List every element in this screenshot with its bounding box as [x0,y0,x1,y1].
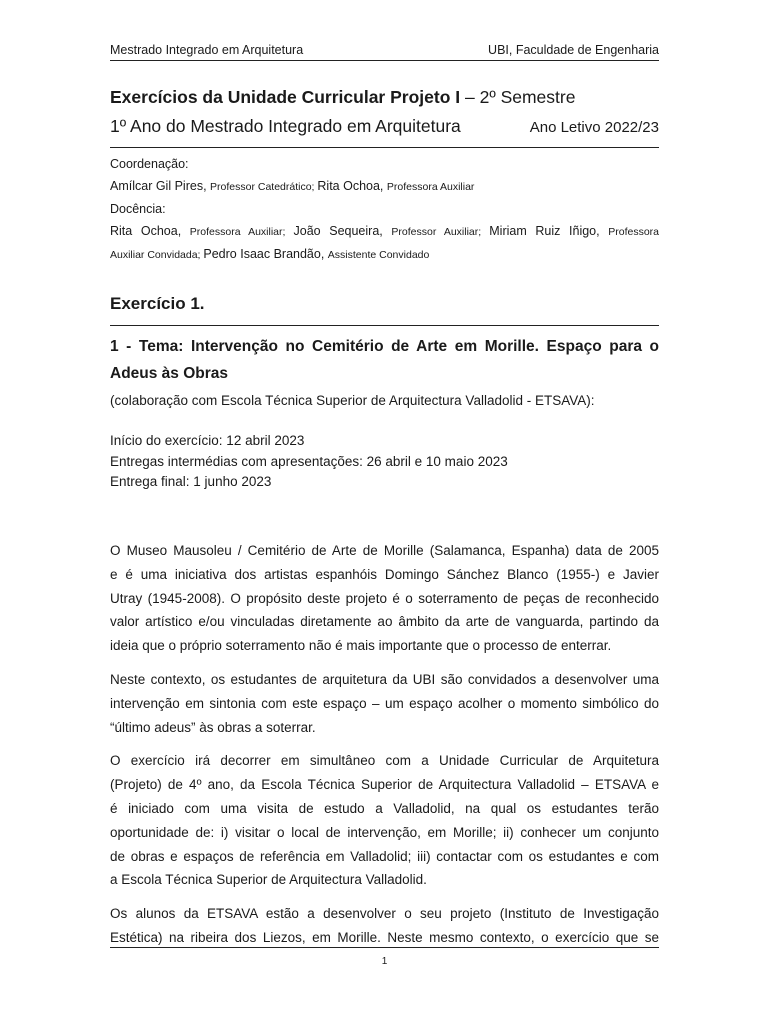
exercise-rule [110,325,659,326]
theme-line-2: Adeus às Obras [110,365,229,382]
staff-role: Professora Auxiliar [386,181,475,193]
staff-name: João Sequeira, [293,224,392,238]
paragraph-line: e é uma iniciativa dos artistas espanhóis Domingo Sánchez Blanco (1955-) e Javier [110,566,659,582]
staff-role: Professora Auxiliar; [189,226,294,238]
paragraph-line: O Museo Mausoleu / Cemitério de Arte de Morille (Salamanca, Espanha) data de 2005 [110,543,659,558]
paragraph-line: Neste contexto, os estudantes de arquitetura da UBI são convidados a desenvolver uma [110,671,659,687]
staff-name: Pedro Isaac Brandão, [203,247,328,261]
staff-role: Auxiliar Convidada; [110,249,204,261]
coordination-label: Coordenação: [110,157,189,171]
subtitle: 1º Ano do Mestrado Integrado em Arquitetura [110,116,461,136]
paragraph-line: Estética) na ribeira dos Liezos, em Morille. Neste mesmo contexto, o exercício que se [110,929,659,945]
teaching-label: Docência: [110,202,166,216]
title-semester: – 2º Semestre [460,87,576,107]
staff-role: Assistente Convidado [327,249,430,261]
staff-section [110,153,659,266]
header-right: UBI, Faculdade de Engenharia [488,43,659,57]
paragraph-line: valor artístico e/ou vinculadas diretamente ao âmbito da arte de vanguarda, partindo da [110,614,659,630]
start-date: Início do exercício: 12 abril 2023 [110,433,305,448]
staff-name: Rita Ochoa, [110,224,190,238]
document-subtitle-row [110,116,659,137]
paragraph-line: intervenção em sintonia com este espaço – um espaço acolher o momento simbólico do [110,695,659,711]
coordination-line [110,175,659,198]
paragraph-line: ideia que o próprio soterramento não é mais importante que o processo de enterrar. [110,638,612,654]
exercise-dates [110,431,659,493]
footer-rule [110,947,659,948]
body-text [110,539,659,960]
paragraph-line: O exercício irá decorrer em simultâneo com a Unidade Curricular de Arquitetura [110,753,659,769]
staff-role: Professora [608,226,660,238]
exercise-theme [110,333,659,387]
paragraph-line: oportunidade de: i) visitar o local de intervenção, em Morille; ii) conhecer um conjunto [110,824,659,840]
paragraph-line: (Projeto) de 4º ano, da Escola Técnica Superior de Arquitectura Valladolid – ETSAVA e [110,777,659,793]
staff-name: Amílcar Gil Pires, [110,179,211,193]
academic-year: Ano Letivo 2022/23 [529,119,659,136]
staff-name: Rita Ochoa, [317,179,387,193]
document-page [110,0,659,1024]
document-title [110,87,659,108]
body-paragraph [110,902,659,950]
collaboration-note: (colaboração com Escola Técnica Superior de Arquitectura Valladolid - ETSAVA): [110,393,595,408]
paragraph-line: de obras e espaços de referência em Valladolid; iii) contactar com os estudantes e com [110,848,659,864]
paragraph-line: Utray (1945-2008). O propósito deste projeto é o soterramento de peças de reconhecido [110,590,659,606]
header-rule [110,60,659,61]
paragraph-line: é iniciado com uma visita de estudo a Valladolid, na qual os estudantes terão [110,800,659,816]
teaching-line [110,220,659,243]
header-left: Mestrado Integrado em Arquitetura [110,43,304,57]
teaching-line-2 [110,243,659,266]
interim-dates: Entregas intermédias com apresentações: 26 abril e 10 maio 2023 [110,453,508,469]
theme-line-1: 1 - Tema: Intervenção no Cemitério de Arte em Morille. Espaço para o [110,338,659,355]
running-header [110,43,659,59]
body-paragraph [110,749,659,892]
final-date: Entrega final: 1 junho 2023 [110,474,272,489]
body-paragraph [110,668,659,739]
title-rule [110,147,659,148]
staff-name: Miriam Ruiz Iñigo, [489,224,609,238]
paragraph-line: a Escola Técnica Superior de Arquitectura Valladolid. [110,872,427,888]
exercise-heading: Exercício 1. [110,294,205,313]
staff-role: Professor Catedrático; [210,181,318,193]
paragraph-line: Os alunos da ETSAVA estão a desenvolver o seu projeto (Instituto de Investigação [110,906,659,922]
body-paragraph [110,539,659,658]
paragraph-line: “último adeus” às obras a soterrar. [110,719,316,735]
title-bold: Exercícios da Unidade Curricular Projeto I [110,87,461,107]
page-number: 1 [381,956,388,967]
staff-role: Professor Auxiliar; [391,226,490,238]
